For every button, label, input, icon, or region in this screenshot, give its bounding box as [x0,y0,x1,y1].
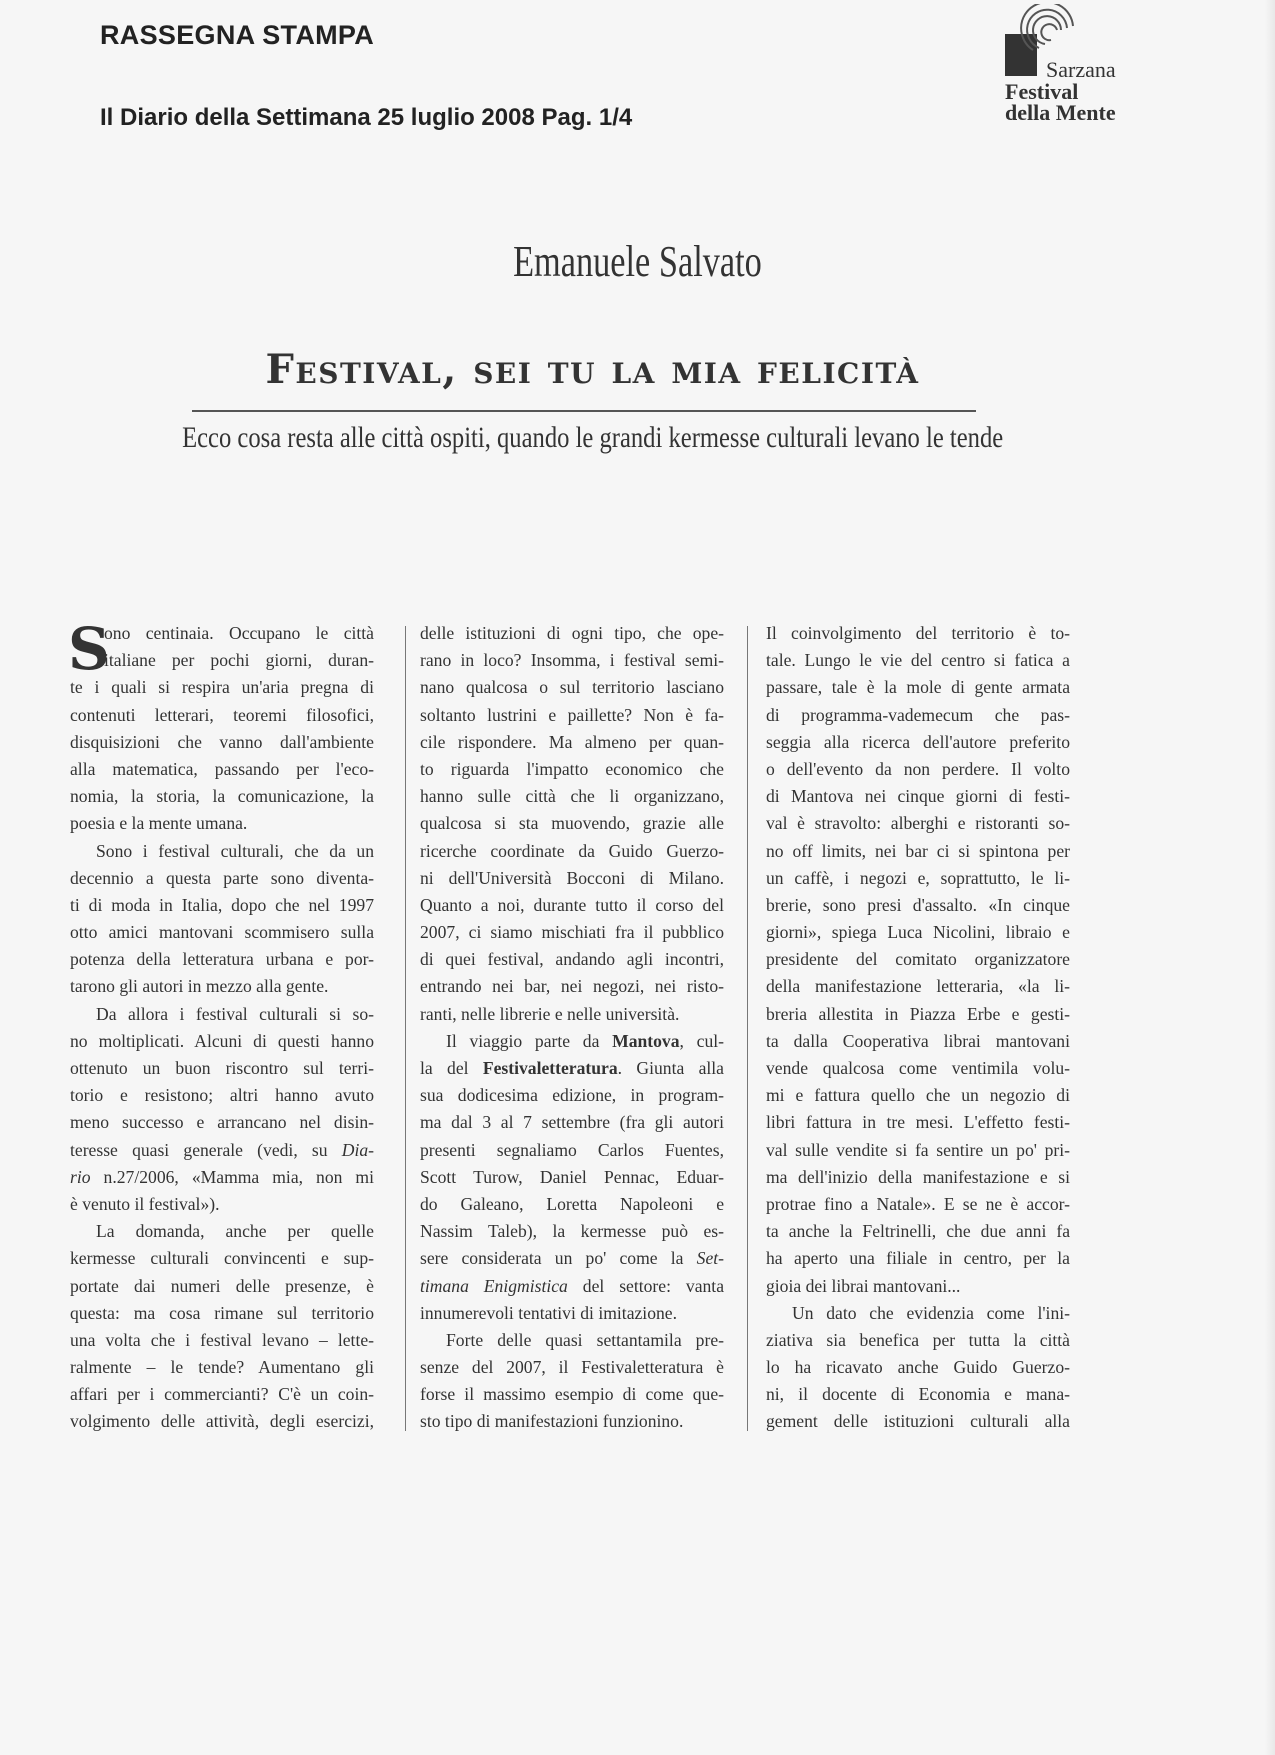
text-line: ranti, nelle librerie e nelle università. [420,1003,680,1024]
text-line: gement delle istituzioni culturali alla [766,1411,1070,1432]
author-text: Emanuele Salvato [513,237,762,286]
source-line: Il Diario della Settimana 25 luglio 2008 Pag. 1/4 [100,104,633,131]
text-run: sere considerata un po' come la [420,1248,697,1269]
text-line: entrando nei bar, nei negozi, nei risto- [420,976,724,997]
text-line: gioia dei librai mantovani... [766,1275,961,1296]
text-line: giorni», spiega Luca Nicolini, libraio e [766,922,1070,943]
text-line: nano qualcosa o sul territorio lasciano [420,677,724,698]
text-line: innumerevoli tentativi di imitazione. [420,1302,677,1323]
text-line: contenuti letterari, teoremi filosofici, [70,704,374,725]
text-run: la del [420,1058,483,1078]
text-run: n.27/2006, «Mamma mia, non mi [90,1166,374,1187]
text-line: di Mantova nei cinque giorni di festi- [766,786,1070,807]
text-line: questa: ma cosa rimane sul territorio [70,1302,374,1323]
paragraph [420,1028,724,1327]
text-line: val sulle vendite si fa sentire un po' pri- [766,1139,1070,1160]
text-line: ziativa sia benefica per tutta la città [766,1329,1070,1350]
text-line: Un dato che evidenzia come l'ini- [792,1302,1070,1323]
text-line: disquisizioni che vanno dall'ambiente [70,731,374,752]
text-line: Nassim Taleb), la kermesse può es- [420,1221,724,1242]
italic-text: timana Enigmistica [420,1275,568,1296]
text-line: val è stravolto: alberghi e ristoranti so- [766,813,1070,834]
text-line: italiane per pochi giorni, duran- [104,650,374,671]
article-title: Festival, sei tu la mia felicità [265,346,920,393]
text-line: di programma-vademecum che pas- [766,704,1070,725]
text-run: Il viaggio parte da [446,1030,613,1051]
text-line: ralmente – le tende? Aumentano gli [70,1357,374,1378]
text-line: sua dodicesima edizione, in program- [420,1085,724,1106]
text-line: 2007, ci siamo mischiati fra il pubblico [420,922,724,943]
paragraph [420,1327,724,1436]
text-line: ta anche la Feltrinelli, che due anni fa [766,1221,1070,1242]
text-line: te i quali si respira un'aria pregna di [70,677,374,698]
text-line: ottenuto un buon riscontro sul terri- [70,1058,374,1078]
text-line: soltanto lustrini e paillette? Non è fa- [420,704,724,725]
text-line: Forte delle quasi settantamila pre- [446,1329,724,1350]
text-line [70,1164,374,1191]
text-line [420,1055,724,1082]
text-line: tale. Lungo le vie del centro si fatica a [766,650,1070,671]
italic-text: rio [70,1166,91,1187]
paragraph [766,1300,1070,1436]
text-line: vende qualcosa come ventimila volu- [766,1058,1070,1078]
text-line: è venuto il festival»). [70,1193,220,1214]
text-line: di quei festival, andando agli incontri, [420,949,724,970]
drop-cap: S [68,615,110,683]
article-column-1 [68,615,374,1436]
author-name [0,236,1275,287]
text-line: lo ha ricavato anche Guido Guerzo- [766,1357,1070,1378]
text-line: ni, il docente di Economia e mana- [766,1384,1070,1405]
text-line: otto amici mantovani scommisero sulla [70,922,374,943]
text-line: portate dai numeri delle presenze, è [70,1275,374,1296]
text-line [420,1028,724,1055]
column-divider [747,626,748,1431]
text-line: hanno sulle città che li organizzano, [420,786,724,807]
text-line: Quanto a noi, durante tutto il corso del [420,894,724,915]
text-line: Da allora i festival culturali si so- [96,1003,374,1024]
text-line: ta dalla Cooperativa librai mantovani [766,1030,1070,1051]
text-line: alla matematica, passando per l'eco- [70,758,374,779]
text-line: brerie, sono presi d'assalto. «In cinque [766,894,1070,915]
article-column-3 [766,620,1070,1436]
text-line: o dell'evento da non perdere. Il volto [766,758,1070,779]
text-line: nomia, la storia, la comunicazione, la [70,786,374,807]
text-line: no off limits, nei bar ci si spintona per [766,840,1070,861]
bold-text: Festivaletteratura [482,1058,618,1078]
text-line: una volta che i festival levano – lette- [70,1329,374,1350]
text-line: potenza della letteratura urbana e por- [70,949,374,970]
text-line: presenti segnaliamo Carlos Fuentes, [420,1139,724,1160]
text-line: ricerche coordinate da Guido Guerzo- [420,840,724,861]
paragraph [70,838,374,1001]
text-line: kermesse culturali convincenti e sup- [70,1248,374,1269]
text-line: mi e fattura quello che un negozio di [766,1085,1070,1106]
bold-text: Mantova [612,1030,680,1051]
text-line: senze del 2007, il Festivaletteratura è [420,1357,724,1378]
logo-text-festival: Festival [1005,79,1079,104]
paragraph [70,1218,374,1436]
text-line: un caffè, i negozi e, soprattutto, le li- [766,867,1070,888]
text-line: libri fattura in tre mesi. L'effetto festi- [766,1112,1070,1133]
logo-text-sarzana: Sarzana [1046,57,1116,82]
paragraph [766,620,1070,1300]
press-review-label: RASSEGNA STAMPA [100,20,375,50]
text-line: poesia e la mente umana. [70,813,248,834]
text-line: presidente del comitato organizzatore [766,949,1070,970]
paragraph [420,620,724,1028]
text-line: passare, tale è la mole di gente armata [766,677,1070,698]
text-line: no moltiplicati. Alcuni di questi hanno [70,1030,374,1051]
text-line: Scott Turow, Daniel Pennac, Eduar- [420,1166,724,1187]
text-line: protrae fino a Natale». E se ne è accor- [766,1193,1070,1214]
text-line: sto tipo di manifestazioni funzionino. [420,1411,684,1432]
logo-text-della-mente: della Mente [1005,100,1116,125]
text-line [70,1137,374,1164]
text-line: rano in loco? Insomma, i festival semi- [420,650,724,671]
text-line: affari per i commercianti? C'è un coin- [70,1384,374,1405]
text-line: volgimento delle attività, degli esercizi, [70,1411,374,1432]
text-line: forse il massimo esempio di come que- [420,1384,724,1405]
article-subtitle [0,421,1185,455]
paragraph [68,615,374,838]
paragraph [70,1001,374,1219]
italic-text: Dia- [341,1139,374,1160]
text-line: delle istituzioni di ogni tipo, che ope- [420,623,724,643]
column-divider [405,626,406,1431]
text-line: breria allestita in Piazza Erbe e gesti- [766,1003,1070,1024]
text-line: ma dell'inizio della manifestazione e si [766,1166,1070,1187]
text-line: della manifestazione letteraria, «la li- [766,976,1070,997]
text-line: ma dal 3 al 7 settembre (fra gli autori [420,1112,724,1133]
title-rule [192,410,976,412]
text-line [420,1273,724,1300]
festival-logo [1005,4,1165,134]
text-line: meno successo e arrancano nel disin- [70,1112,374,1133]
text-line: cile rispondere. Ma almeno per quan- [420,731,724,752]
text-run: del settore: vanta [567,1275,725,1296]
text-line: torio e resistono; altri hanno avuto [70,1085,374,1106]
text-run: , cul- [679,1030,724,1051]
text-run: . Giunta alla [617,1058,724,1078]
text-line: ha aperto una filiale in centro, per la [766,1248,1070,1269]
text-line: do Galeano, Loretta Napoleoni e [420,1193,724,1214]
text-line: to riguarda l'impatto economico che [420,758,724,779]
text-line: ni dell'Università Bocconi di Milano. [420,867,724,888]
subtitle-text: Ecco cosa resta alle città ospiti, quando le grandi kermesse culturali levano le tende [181,421,1004,454]
text-line: Il coinvolgimento del territorio è to- [766,623,1070,643]
article-column-2 [420,620,724,1436]
text-line [420,1245,724,1272]
text-run: teresse quasi generale (vedi, su [70,1139,342,1160]
text-line: tarono gli autori in mezzo alla gente. [70,976,329,997]
scan-edge [1265,0,1275,1755]
text-line: decennio a questa parte sono diventa- [70,867,374,888]
text-line: La domanda, anche per quelle [96,1221,374,1242]
text-line: seggia alla ricerca dell'autore preferito [766,731,1070,752]
text-line: Sono i festival culturali, che da un [96,840,374,861]
italic-text: Set- [696,1248,724,1269]
text-line: qualcosa si sta muovendo, grazie alle [420,813,724,834]
text-line: ono centinaia. Occupano le città [104,623,374,643]
text-line: ti di moda in Italia, dopo che nel 1997 [70,894,374,915]
